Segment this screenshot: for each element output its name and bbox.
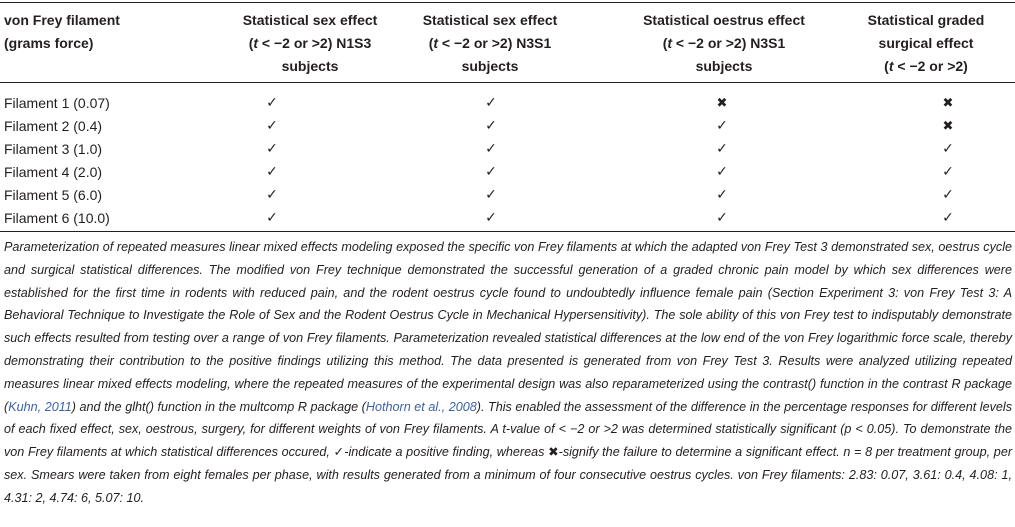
header-filament-line2: (grams force): [4, 35, 94, 51]
check-icon: ✓: [485, 187, 497, 203]
check-icon: ✓: [942, 187, 954, 203]
check-icon: ✓: [485, 118, 497, 134]
check-icon: ✓: [942, 210, 954, 226]
header-line3: subjects: [695, 58, 753, 74]
cross-icon: ✖: [716, 96, 728, 111]
check-icon: ✓: [266, 164, 278, 180]
cross-icon: ✖: [942, 119, 954, 134]
table-row: [0, 138, 1015, 161]
table-row: [0, 207, 1015, 230]
header-line2: surgical effect: [878, 35, 974, 51]
header-line1: Statistical sex effect: [242, 12, 378, 28]
check-icon: ✓: [942, 141, 954, 157]
citation-link-hothorn[interactable]: Hothorn et al., 2008: [365, 399, 477, 414]
table-caption: [4, 236, 1012, 510]
caption-text: -signify the failure to determine a significant effect. n = 8 per treatment group, per sex. Smears were taken from eight females per phase, with results generated from a minimum of four consecutive oestrus cycles. von Frey filaments: 2.83: 0.07, 3.61: 0.4, 4.08: 1, 4.31: 2, 4.74: 6, 5.07: 10.: [4, 445, 1013, 505]
check-icon: ✓: [716, 164, 728, 180]
header-surgical-effect: [838, 9, 1014, 78]
caption-text: -indicate a positive finding, whereas: [344, 445, 549, 460]
header-line1: Statistical sex effect: [422, 12, 558, 28]
header-line2: (t < −2 or >2) N3S1: [662, 35, 786, 51]
check-icon: ✓: [266, 118, 278, 134]
row-label: Filament 6 (10.0): [4, 210, 110, 226]
check-icon: ✓: [266, 210, 278, 226]
table-header-rule: [0, 82, 1015, 83]
check-icon: ✓: [942, 164, 954, 180]
cross-icon: ✖: [942, 96, 954, 111]
header-sex-effect-n3s1: [390, 9, 590, 78]
check-icon: ✓: [716, 141, 728, 157]
header-line1: Statistical oestrus effect: [643, 12, 805, 28]
header-line3: subjects: [281, 58, 339, 74]
table-row: [0, 115, 1015, 138]
check-icon: ✓: [716, 118, 728, 134]
header-line3: subjects: [461, 58, 519, 74]
check-icon: ✓: [333, 445, 345, 460]
check-icon: ✓: [485, 164, 497, 180]
row-label: Filament 5 (6.0): [4, 187, 103, 203]
check-icon: ✓: [716, 187, 728, 203]
header-filament-line1: von Frey filament: [4, 12, 120, 28]
row-label: Filament 4 (2.0): [4, 164, 103, 180]
check-icon: ✓: [266, 95, 278, 111]
citation-link-kuhn[interactable]: Kuhn, 2011: [8, 399, 72, 414]
row-label: Filament 3 (1.0): [4, 141, 103, 157]
header-filament: [4, 9, 204, 55]
header-line2: (t < −2 or >2) N1S3: [248, 35, 372, 51]
table-row: [0, 161, 1015, 184]
caption-text: ). This enabled the assessment of the difference in the percentage responses for different levels of each fixed effect, sex, oestrous, surgery, for different weights of von Frey filaments. A t-value of < −2 or >2 was determined statistically significant (p < 0.05). To demonstrate the von Frey filaments at which statistical differences occured,: [4, 399, 1012, 460]
header-oestrus-effect: [590, 9, 858, 78]
row-label: Filament 2 (0.4): [4, 118, 103, 134]
caption-text: ) and the glht() function in the multcomp R package (: [71, 399, 366, 414]
cross-icon: ✖: [548, 445, 559, 460]
header-line2: (t < −2 or >2) N3S1: [428, 35, 552, 51]
check-icon: ✓: [485, 141, 497, 157]
check-icon: ✓: [266, 187, 278, 203]
table-top-rule: [0, 2, 1015, 3]
check-icon: ✓: [266, 141, 278, 157]
table-row: [0, 92, 1015, 115]
row-label: Filament 1 (0.07): [4, 95, 110, 111]
header-line1: Statistical graded: [867, 12, 985, 28]
check-icon: ✓: [485, 95, 497, 111]
check-icon: ✓: [485, 210, 497, 226]
check-icon: ✓: [716, 210, 728, 226]
table-row: [0, 184, 1015, 207]
caption-text: Parameterization of repeated measures linear mixed effects modeling exposed the specific von Frey filaments at which the adapted von Frey Test 3 demonstrated sex, oestrus cycle and surgical statistical differences. The modified von Frey technique demonstrated the successful generation of a graded chronic pain model by which sex differences were established for the first time in rodents with reduced pain, and the rodent oestrus cycle found to undoubtedly influence female pain (Section Experiment 3: von Frey Test 3: A Behavioral Technique to Investigate the Role of Sex and the Rodent Oestrus Cycle in Mechanical Hypersensitivity). The sole ability of this von Frey test to indisputably demonstrate such effects resulted from testing over a range of von Frey filaments. Parameterization revealed statistical differences at the low end of the von Frey logarithmic force scale, thereby demonstrating their contribution to the positive findings utilizing this method. The data presented is generated from von Frey Test 3. Results were analyzed utilizing repeated measures linear mixed effects modeling, where the repeated measures of the experimental design was also reparameterized using the contrast() function in the contrast R package (: [4, 240, 1012, 414]
header-line3: (t < −2 or >2): [884, 58, 968, 74]
table-bottom-rule: [0, 231, 1015, 232]
